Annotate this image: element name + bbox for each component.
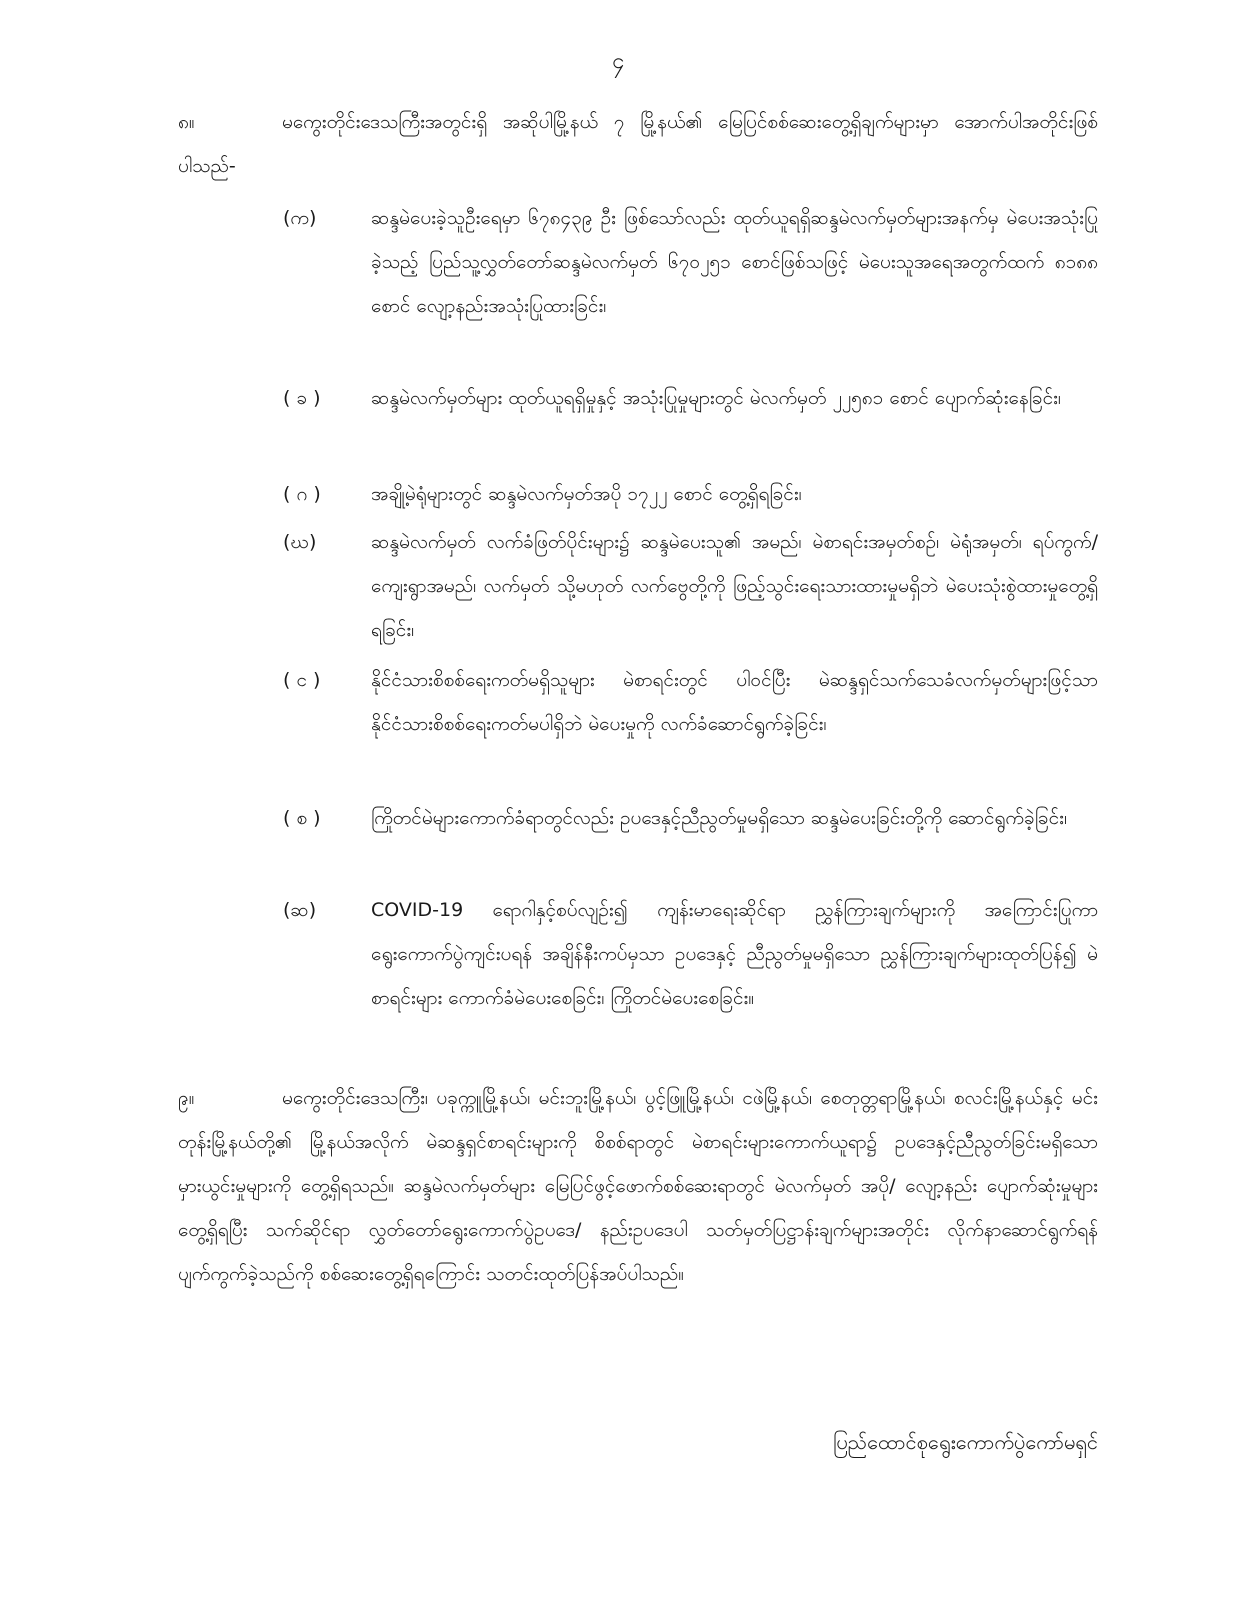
issuer-signature: ပြည်ထောင်စုရွေးကောက်ပွဲကော်မရှင် <box>833 1430 1098 1454</box>
paragraph-9 <box>178 1076 1098 1296</box>
list-item-label: ( ဂ ) <box>283 483 321 505</box>
list-item-label: ( င ) <box>283 669 321 691</box>
list-item-text: နိုင်ငံသားစိစစ်ရေးကတ်မရှိသူများ မဲစာရင်းတွင် ပါဝင်ပြီး မဲဆန္ဒရှင်သက်သေခံလက်မှတ်များဖြင့်သာ နိုင်ငံသားစိစစ်ရေးကတ်မပါရှိဘဲ မဲပေးမှုကို လက်ခံဆောင်ရွက်ခဲ့ခြင်း၊ <box>371 669 1098 735</box>
list-item-label: (ဃ) <box>283 531 317 553</box>
paragraph-8-number: ၈။ <box>178 111 195 133</box>
list-item-label: (ဆ) <box>283 899 317 921</box>
list-item-text: အချို့မဲရုံများတွင် ဆန္ဒမဲလက်မှတ်အပို ၁၇၂၂ စောင် တွေ့ရှိရခြင်း၊ <box>371 483 802 505</box>
list-item-text: ဆန္ဒမဲလက်မှတ်များ ထုတ်ယူရရှိမှုနှင့် အသုံးပြုမှုများတွင် မဲလက်မှတ် ၂၂၅၈၁ စောင် ပျောက်ဆုံးနေခြင်း၊ <box>371 387 1061 409</box>
list-item-label: (က) <box>283 207 317 229</box>
paragraph-9-number: ၉။ <box>178 1087 195 1109</box>
list-item-text: COVID-19 ရောဂါနှင့်စပ်လျဉ်း၍ ကျန်းမာရေးဆိုင်ရာ ညွှန်ကြားချက်များကို အကြောင်းပြုကာ ရွေးကောက်ပွဲကျင်းပရန် အချိန်နီးကပ်မှသာ ဥပဒေနှင့် ညီညွတ်မှုမရှိသော ညွှန်ကြားချက်များထုတ်ပြန်၍ မဲစာရင်းများ ကောက်ခံမဲပေးစေခြင်း၊ ကြိုတင်မဲပေးစေခြင်း။ <box>371 899 1098 1009</box>
list-item-text: ဆန္ဒမဲပေးခဲ့သူဦးရေမှာ ၆၇၈၄၃၉ ဦး ဖြစ်သော်လည်း ထုတ်ယူရရှိဆန္ဒမဲလက်မှတ်များအနက်မှ မဲပေးအသုံးပြုခဲ့သည့် ပြည်သူ့လွှတ်တော်ဆန္ဒမဲလက်မှတ် ၆၇၀၂၅၁ စောင်ဖြစ်သဖြင့် မဲပေးသူအရေအတွက်ထက် ၈၁၈၈ စောင် လျော့နည်းအသုံးပြုထားခြင်း၊ <box>371 207 1098 317</box>
list-item-text: ဆန္ဒမဲလက်မှတ် လက်ခံဖြတ်ပိုင်းများ၌ ဆန္ဒမဲပေးသူ၏ အမည်၊ မဲစာရင်းအမှတ်စဉ်၊ မဲရုံအမှတ်၊ ရပ်ကွက်/ကျေးရွာအမည်၊ လက်မှတ် သို့မဟုတ် လက်ဗွေတို့ကို ဖြည့်သွင်းရေးသားထားမှုမရှိဘဲ မဲပေးသုံးစွဲထားမှုတွေ့ရှိရခြင်း၊ <box>371 531 1098 641</box>
list-item-text: ကြိုတင်မဲများကောက်ခံရာတွင်လည်း ဥပဒေနှင့်ညီညွတ်မှုမရှိသော ဆန္ဒမဲပေးခြင်းတို့ကို ဆောင်ရွက်ခဲ့ခြင်း၊ <box>371 807 1067 829</box>
list-item-label: ( ခ ) <box>283 387 321 409</box>
paragraph-9-text: မကွေးတိုင်းဒေသကြီး၊ ပခုက္ကူမြို့နယ်၊ မင်းဘူးမြို့နယ်၊ ပွင့်ဖြူမြို့နယ်၊ ငဖဲမြို့နယ်၊ စေတုတ္တရာမြို့နယ်၊ စလင်းမြို့နယ်နှင့် မင်းတုန်းမြို့နယ်တို့၏ မြို့နယ်အလိုက် မဲဆန္ဒရှင်စာရင်းများကို စိစစ်ရာတွင် မဲစာရင်းများကောက်ယူရာ၌ ဥပဒေနှင့်ညီညွတ်ခြင်းမရှိသော မှားယွင်းမှုများကို တွေ့ရှိရသည်။ ဆန္ဒမဲလက်မှတ်များ မြေပြင်ဖွင့်ဖောက်စစ်ဆေးရာတွင် မဲလက်မှတ် အပို/ လျော့နည်း ပျောက်ဆုံးမှုများ တွေ့ရှိရပြီး သက်ဆိုင်ရာ လွှတ်တော်ရွေးကောက်ပွဲဥပဒေ/ နည်းဥပဒေပါ သတ်မှတ်ပြဋ္ဌာန်းချက်များအတိုင်း လိုက်နာဆောင်ရွက်ရန် ပျက်ကွက်ခဲ့သည်ကို စစ်ဆေးတွေ့ရှိရကြောင်း သတင်းထုတ်ပြန်အပ်ပါသည်။ <box>178 1087 1098 1285</box>
page-number: ၄ <box>611 49 625 74</box>
list-item-label: ( စ ) <box>283 807 321 829</box>
paragraph-8-text: မကွေးတိုင်းဒေသကြီးအတွင်းရှိ အဆိုပါမြို့နယ် ၇ မြို့နယ်၏ မြေပြင်စစ်ဆေးတွေ့ရှိချက်များမှာ အောက်ပါအတိုင်းဖြစ်ပါသည်- <box>178 111 1098 177</box>
paragraph-8 <box>178 100 1098 188</box>
